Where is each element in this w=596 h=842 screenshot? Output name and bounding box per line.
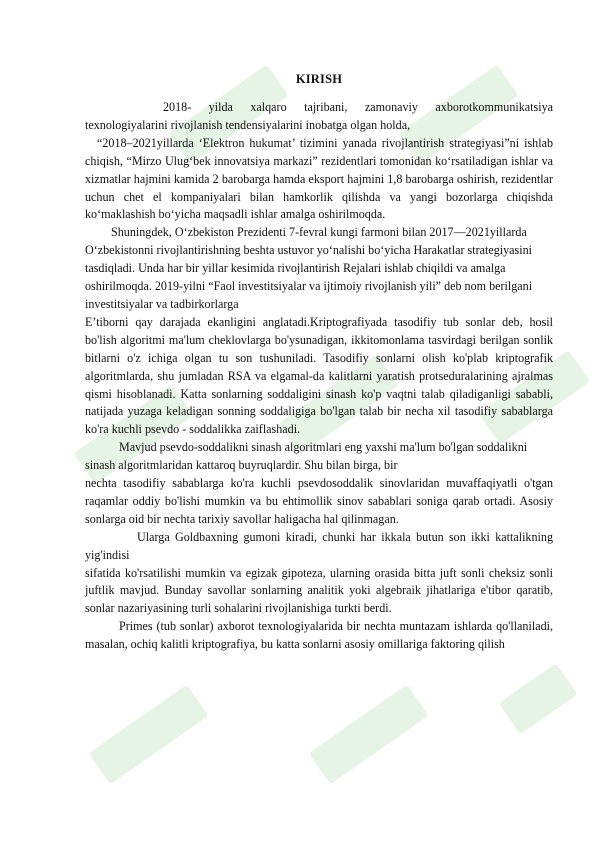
paragraph-9: Primes (tub sonlar) axborot texnologiyalarida bir nechta muntazam ishlarda qo'llaniladi, masalan, ochiq kalitli kriptografiya, bu katta sonlarni asosiy omillariga faktoring qilish — [85, 619, 553, 652]
paragraph-6: nechta tasodifiy sabablarga ko'ra kuchli psevdosoddalik sinovlaridan muvaffaqiyatli o'tgan raqamlar oddiy bo'lishi mumkin va bu ehtimollik sinov sabablari soniga qarab ortadi. Asosiy sonlarga oid bir nechta tarixiy savollar haligacha hal qilinmagan. — [85, 476, 553, 526]
document-page — [85, 72, 553, 654]
paragraph-5: Mavjud psevdo-soddalikni sinash algoritmlari eng yaxshi ma'lum bo'lgan soddalikni sinash algoritmlaridan kattaroq buyruqlardir. Shu bilan birga, bir — [85, 440, 528, 473]
paragraph-2: “2018–2021yillarda ‘Elektron hukumat’ tizimini yanada rivojlantirish strategiyasi”ni ishlab chiqish, “Mirzo Ulug‘bek innovatsiya markazi” rezidentlari tomonidan ko‘rsatiladigan ishlar va xizmatlar hajmini kamida 2 barobarga hamda eksport hajmini 1,8 barobarga oshirish, rezidentlar uchun chet el kompaniyalari bilan hamkorlik qilishda va yangi bozorlarga chiqishda ko‘maklashish bo‘yicha maqsadli ishlar amalga oshirilmoqda. — [85, 135, 553, 222]
paragraph-1: 2018- yilda xalqaro tajribani, zamonaviy axborotkommunikatsiya texnologiyalarini rivojlanish tendensiyalarini inobatga olgan holda, — [85, 100, 553, 132]
document-title: KIRISH — [295, 72, 343, 86]
paragraph-3: Shuningdek, O‘zbekiston Prezidenti 7-fevral kungi farmoni bilan 2017—2021yillarda O‘zbekistonni rivojlantirishning beshta ustuvor yo‘nalishi bo‘yicha Harakatlar strategiyasini tasdiqladi. Unda har bir yillar kesimida rivojlantirish Rejalari ishlab chiqildi va amalga oshirilmoqda. 2019-yilni “Faol investitsiyalar va ijtimoiy rivojlanish yili” deb nom berilgani investitsiyalar va tadbirkorlarga — [85, 225, 533, 311]
paragraph-4: E’tiborni qay darajada ekanligini anglatadi.Kriptografiyada tasodifiy tub sonlar deb, hosil bo'lish algoritmi ma'lum cheklovlarga bo'ysunadigan, ikkitomonlama tasvirdagi berilgan sonlik bitlarni o'z ichiga olgan tu son tushuniladi. Tasodifiy sonlarni olish ko'plab kriptografik algoritmlarda, shu jumladan RSA va elgamal-da kalitlarni yaratish protseduralarining ajralmas qismi hisoblanadi. Katta sonlarning soddaligini sinash ko'p vaqtni talab qiladiganligi sababli, natijada yuzaga keladigan sonning soddaligiga bo'lgan talab bir necha xil tasodifiy sabablarga ko'ra kuchli psevdo - soddalikka zaiflashadi. — [85, 314, 553, 437]
paragraph-7: Ularga Goldbaxning gumoni kiradi, chunki har ikkala butun son ikki kattalikning yig'indisi — [85, 529, 553, 562]
paragraph-8: sifatida ko'rsatilishi mumkin va egizak gipoteza, ularning orasida bitta juft sonli cheksiz sonli juftlik mavjud. Bunday savollar sonlarning analitik yoki algebraik jihatlariga e'tibor qaratib, sonlar nazariyasining turli sohalarini rivojlanishiga turkti berdi. — [85, 565, 553, 616]
